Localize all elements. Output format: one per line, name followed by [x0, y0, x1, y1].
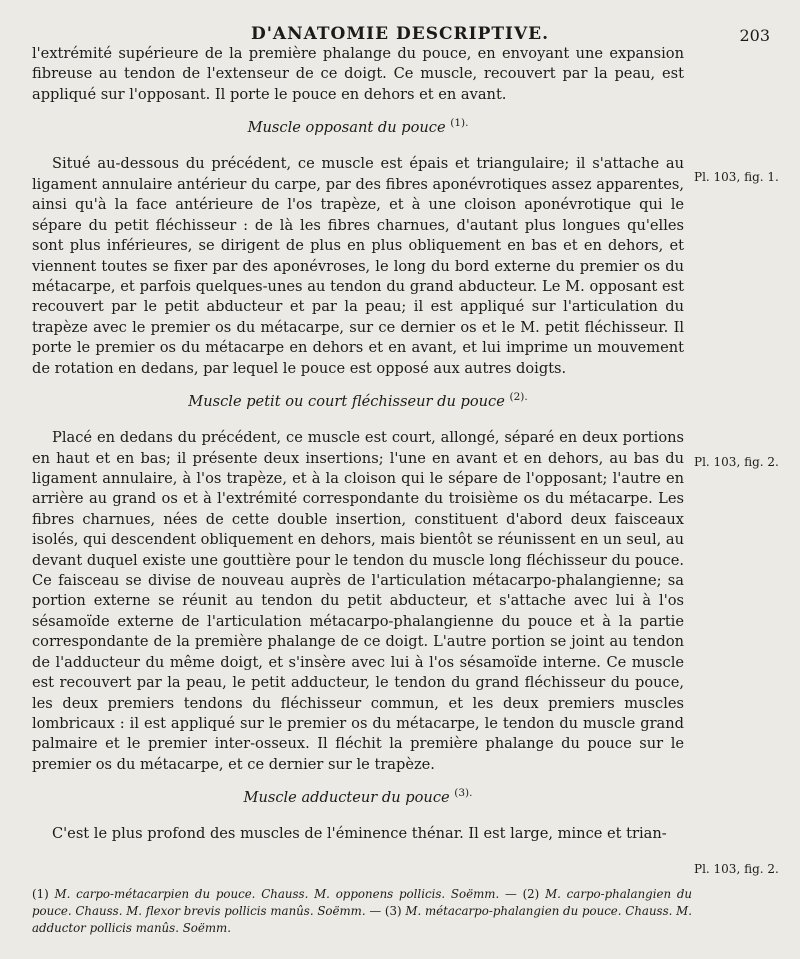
margin-reference-1: Pl. 103, fig. 1.	[694, 170, 779, 184]
heading-text: Muscle opposant du pouce	[247, 119, 446, 137]
footnote-number: (3)	[384, 904, 402, 918]
footnote-ref: (3).	[454, 787, 473, 800]
footnote-ref: (1).	[450, 117, 469, 130]
running-head: D'ANATOMIE DESCRIPTIVE.	[250, 24, 550, 44]
footnotes	[32, 886, 692, 937]
page-number: 203	[739, 26, 770, 45]
footnotes-text	[32, 886, 692, 937]
footnote-text: M. métacarpo-phalangien du pouce. Chauss. M. adductor pollicis manûs. Soëmm.	[32, 904, 692, 935]
footnote-number: (2)	[522, 887, 540, 901]
footnote-text: M. carpo-métacarpien du pouce. Chauss. M. opponens pollicis. Soëmm. —	[54, 887, 517, 901]
heading-text: Muscle petit ou court fléchisseur du pouce	[188, 392, 505, 410]
section-heading-opposant	[32, 113, 684, 138]
section-paragraph-opposant: Situé au-dessous du précédent, ce muscle est épais et triangulaire; il s'attache au ligament annulaire antérieur du carpe, par des fibres aponévrotiques assez apparentes, ainsi qu'à la face antérieure de l'os trapèze, et à une cloison aponévrotique qui le sépare du petit fléchisseur : de là les fibres charnues, d'autant plus longues qu'elles sont plus inférieures, se dirigent de plus en plus obliquement en bas et en dehors, et viennent toutes se fixer par des aponévroses, le long du bord externe du premier os du métacarpe, et parfois quelques-unes au tendon du grand abducteur. Le M. opposant est recouvert par le petit abducteur et par la peau; il est appliqué sur l'articulation du trapèze avec le premier os du métacarpe, sur ce dernier os et le M. petit fléchisseur. Il porte le premier os du métacarpe en dehors et en avant, et lui imprime un mouvement de rotation en dedans, par lequel le pouce est opposé aux autres doigts.	[32, 155, 684, 377]
lead-paragraph: l'extrémité supérieure de la première phalange du pouce, en envoyant une expansion fibreuse au tendon de l'extenseur de ce doigt. Ce muscle, recouvert par la peau, est appliqué sur l'opposant. Il porte le pouce en dehors et en avant.	[32, 45, 684, 103]
footnote-number: (1)	[32, 887, 49, 901]
footnote-text: M. carpo-phalangien du pouce. Chauss. M. flexor brevis pollicis manûs. Soëmm. —	[32, 887, 693, 918]
section-paragraph-adducteur: C'est le plus profond des muscles de l'éminence thénar. Il est large, mince et trian-	[52, 825, 667, 843]
margin-reference-2: Pl. 103, fig. 2.	[694, 455, 779, 469]
page-body	[32, 44, 684, 853]
footnote-ref: (2).	[509, 390, 528, 403]
section-paragraph-petit-flechisseur: Placé en dedans du précédent, ce muscle est court, allongé, séparé en deux portions en haut et en bas; il présente deux insertions; l'une en avant et en dehors, au bas du ligament annulaire, à l'os trapèze, et à la cloison qui le sépare de l'opposant; l'autre en arrière au grand os et à l'extrémité correspondante du troisième os du métacarpe. Les fibres charnues, nées de cette double insertion, constituent d'abord deux faisceaux isolés, qui descendent obliquement en dehors, mais bientôt se réunissent en un seul, au devant duquel existe une gouttière pour le tendon du muscle long fléchisseur du pouce. Ce faisceau se divise de nouveau auprès de l'articulation métacarpo-phalangienne; sa portion externe se réunit au tendon du petit abducteur, et s'attache avec lui à l'os sésamoïde externe de l'articulation métacarpo-phalangienne du pouce et à la partie correspondante de la première phalange de ce doigt. L'autre portion se joint au tendon de l'adducteur du même doigt, et s'insère avec lui à l'os sésamoïde interne. Ce muscle est recouvert par la peau, le petit adducteur, le tendon du grand fléchisseur du pouce, les deux premiers tendons du fléchisseur commun, et les deux premiers muscles lombricaux : il est appliqué sur le premier os du métacarpe, le tendon du muscle grand palmaire et le premier inter-osseux. Il fléchit la première phalange du pouce sur le premier os du métacarpe, et ce dernier sur le trapèze.	[32, 429, 684, 773]
page-header	[30, 24, 770, 46]
heading-text: Muscle adducteur du pouce	[243, 788, 450, 806]
section-heading-petit-flechisseur	[32, 387, 684, 412]
section-heading-adducteur	[32, 783, 684, 808]
margin-reference-3: Pl. 103, fig. 2.	[694, 862, 779, 876]
